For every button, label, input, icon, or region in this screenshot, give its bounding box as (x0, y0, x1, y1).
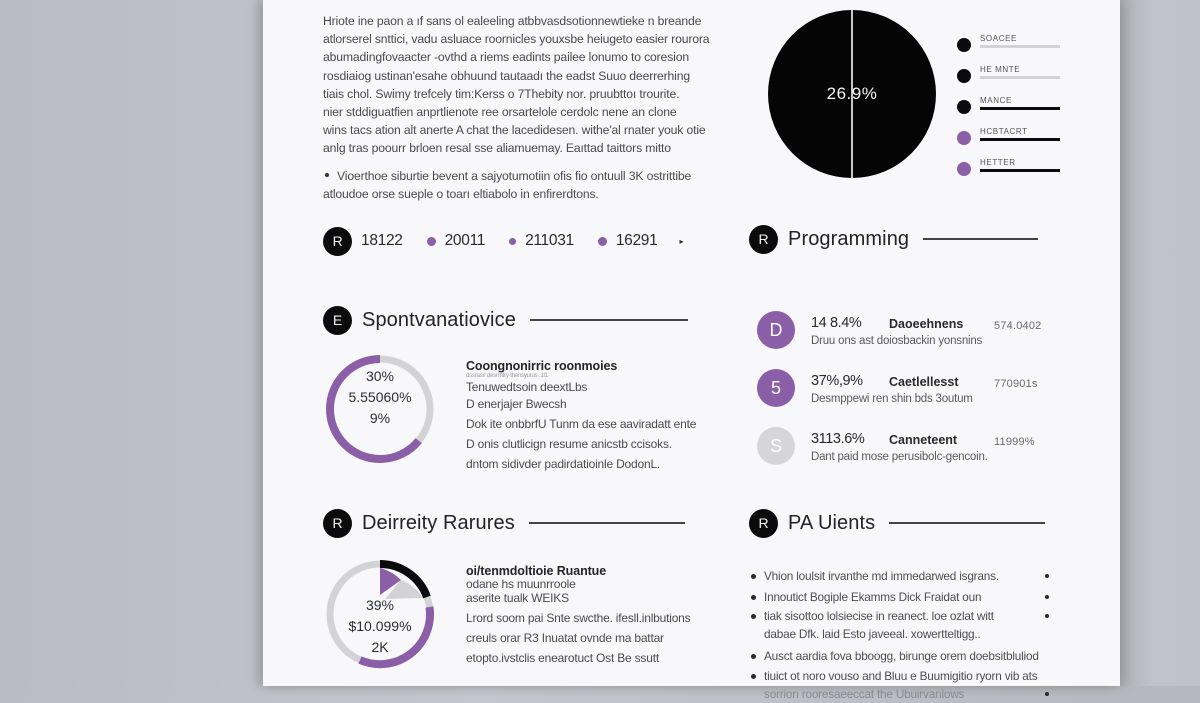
spont-text-block (466, 359, 716, 474)
item-name: Canneteent (889, 433, 958, 447)
e-badge-icon: E (323, 306, 352, 335)
legend-dot-icon (957, 131, 971, 145)
intro-line: atlorserel snttici, vadu asluace roornicles youxsbe heiugeto easier rourora (323, 32, 710, 47)
section-rule (923, 238, 1038, 240)
letter-circle-icon: 5 (757, 369, 795, 407)
intro-line: tiais chol. Swimy trefcely tim:Kerss o 7Thebity nor. pruubttoı trourite. (323, 86, 680, 101)
programming-item (757, 309, 1077, 367)
donut-chart-spont (325, 354, 435, 464)
legend-item (957, 34, 1067, 65)
programming-item (757, 367, 1077, 425)
legend-label: HE MNTE (980, 65, 1021, 74)
document-page (263, 0, 1120, 701)
block-body-line: etopto.ivstclis enearotuct Ost Be ssutt (466, 651, 659, 665)
section-rule (889, 522, 1045, 524)
big-pie-chart (768, 10, 936, 178)
r-badge-icon: R (323, 509, 352, 538)
intro-line: Hriote ine paon a ıf sans ol ealeeling atbbvasdsotionnewtieke n breande (323, 14, 702, 28)
item-name: Daoeehnens (889, 317, 964, 331)
item-percent: 14 8.4% (811, 315, 862, 331)
purple-dot-icon (509, 238, 516, 245)
pa-list-item: Ausct aardia fova bboogg, birunge orem doebsitbluliod (750, 646, 1060, 667)
pa-list-item: Vhion loulsit irvanthe md immedarwed isgrans. (750, 566, 1060, 587)
legend-bar (980, 169, 1060, 172)
r-badge-icon: R (749, 509, 778, 538)
stats-row (323, 226, 683, 256)
item-percent: 37%,9% (811, 373, 863, 389)
bullet-icon (751, 574, 756, 579)
intro-line: rosdiaiog ustinan'esahe obhuund tautaadı the eadst Suuo deerrerhing (323, 68, 690, 83)
intro-bullet (323, 167, 703, 203)
bullet-icon (1045, 574, 1049, 578)
desk-background-right (1120, 0, 1200, 686)
legend-dot-icon (957, 69, 971, 83)
item-name: Caetlellesst (889, 375, 959, 389)
section-title: PA Uients (788, 511, 876, 534)
stat-value: 16291 (615, 232, 658, 249)
intro-line: anlg tras poourr brloen resal sse aliamuemay. Eaıttad taittors mitto (323, 141, 671, 156)
intro-line: abumadingfovaacter -ovthd a riems eadints pailee lonumo to coresion (323, 50, 689, 65)
r-badge-icon: R (323, 227, 352, 256)
legend-label: HCBTACRT (980, 127, 1028, 136)
legend-item (957, 65, 1067, 96)
programming-item (757, 425, 1077, 483)
pa-list-item: sorrion rooresaeeccat the Ubuirvanlows (750, 685, 1060, 703)
legend-label: HETTER (980, 158, 1016, 167)
block-subtext: Tenuwedtsoin deextLbs (466, 380, 588, 394)
bullet-icon (1045, 595, 1049, 599)
donut-center-text: 30% 5.55060% 9% (348, 368, 412, 426)
bullet-icon (325, 173, 329, 177)
legend-label: MANCE (980, 96, 1012, 105)
bullet-icon (751, 614, 756, 619)
bullet-icon (751, 595, 756, 600)
intro-line: wins tacs ation alt anerte A chat the lacedidesen. withe'al rnater youk otie (323, 123, 706, 138)
legend-label: SOACEE (980, 34, 1017, 43)
legend-bar (980, 76, 1060, 79)
bullet-icon (1045, 614, 1049, 618)
arrow-right-icon[interactable]: ▸ (679, 236, 684, 246)
programming-list (757, 309, 1077, 483)
item-description: Desmppewi ren shin bds 3outum (811, 393, 973, 405)
item-percent: 3113.6% (811, 431, 865, 447)
r-badge-icon: R (749, 225, 778, 254)
pa-list-item: tiuict ot noro vouso and Bluu e Buumigitio ryorn vib ats (750, 667, 1060, 685)
item-number: 11999% (994, 436, 1035, 448)
bullet-icon (751, 674, 756, 679)
pa-list-item: tiak sisottoo lolsiecise in reanect. loe ozlat witt dabae Dfk. laid Esto javeeal. xowertteltigg.. (750, 607, 1060, 643)
block-body-line: dntom sidivder padirdatioinle DodonL. (466, 457, 661, 471)
section-header-spontvanatiovice (323, 305, 703, 335)
item-number: 770901s (994, 378, 1038, 390)
intro-bullet-line: atloudoe orse sueple o toarı eltiabolo in enfirerdtons. (323, 186, 599, 201)
stat-value: 20011 (444, 232, 486, 249)
section-rule (530, 319, 688, 321)
intro-bullet-line: Vioerthoe siburtie bevent a sajyotumotiin ofis fio ontuull 3K ostrittibe (337, 168, 692, 183)
pa-list-item: Innoutict Bogiple Ekamms Dick Fraidat oun (750, 587, 1060, 608)
section-title: Spontvanatiovice (362, 308, 516, 331)
legend-item (957, 96, 1067, 127)
block-subtext: aserite tualk WEIKS (466, 590, 569, 605)
block-heading: oi/tenmdoltioie Ruantue (466, 564, 607, 578)
legend-bar (980, 45, 1060, 48)
section-header-pa-uients (749, 508, 1089, 538)
section-header-deirreity-rarures (323, 508, 703, 538)
bullet-icon (1045, 692, 1049, 696)
stat-value: 211031 (525, 232, 574, 249)
pie-legend (957, 34, 1067, 189)
block-body-line: D onis clutlicign resume anicstb ccisoks. (466, 437, 672, 451)
block-heading: Coongnonirric roonmoies (466, 359, 618, 373)
letter-circle-icon: D (757, 311, 795, 349)
letter-circle-icon: S (757, 427, 795, 465)
section-header-programming (749, 224, 1089, 254)
item-description: Druu ons ast doiosbackin yonsnins (811, 335, 983, 347)
bullet-icon (751, 654, 756, 659)
legend-dot-icon (957, 38, 971, 52)
block-tiny-text: dssrasri desrrntry thensyurus .1l1 (466, 373, 548, 379)
block-body-line: Lrord soom pai Snte swcthe. ifesll.inlbutions (466, 611, 691, 625)
purple-dot-icon (598, 237, 607, 246)
legend-item (957, 158, 1067, 189)
section-title: Deirreity Rarures (362, 511, 515, 534)
pie-center-label: 26.9% (826, 84, 878, 103)
intro-line: nier stddiguatfien anprtlienote ree orsartelole cerdolc nene an clone (323, 105, 677, 120)
legend-item (957, 127, 1067, 158)
pa-bullet-list (750, 566, 1060, 703)
block-subtext: D enerjajer Bwecsh (466, 397, 567, 411)
legend-dot-icon (957, 100, 971, 114)
item-number: 574.0402 (994, 320, 1042, 332)
item-description: Dant paid mose perusibolc-gencoin. (811, 451, 988, 463)
section-rule (529, 522, 685, 524)
deir-text-block (466, 564, 716, 668)
section-title: Programming (788, 227, 910, 250)
legend-dot-icon (957, 162, 971, 176)
legend-bar (980, 107, 1060, 110)
block-body-line: Dok ite onbbrfU Tunm da ese aaviradatt ente (466, 417, 697, 431)
purple-dot-icon (427, 237, 436, 246)
donut-chart-deir (325, 559, 435, 669)
block-body-line: creuls orar R3 Inuatat ovnde ma battar (466, 631, 664, 645)
legend-bar (980, 138, 1060, 141)
donut-center-text: 39% $10.099% 2K (348, 597, 412, 655)
intro-paragraph (323, 12, 710, 203)
block-subtext: odane hs muunrroole (466, 577, 576, 591)
stat-value: 18122 (361, 232, 403, 249)
